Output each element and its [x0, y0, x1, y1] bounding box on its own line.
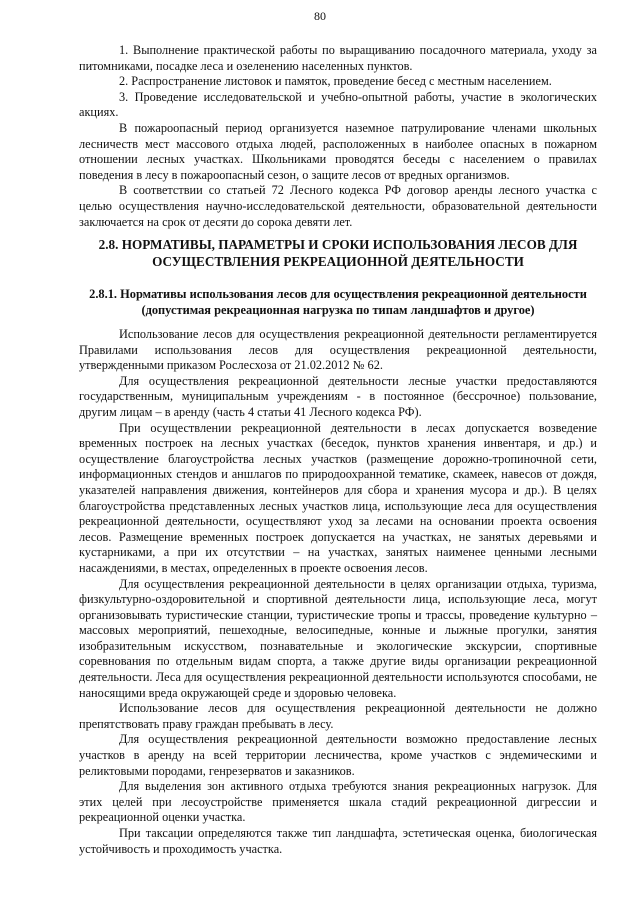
paragraph: При таксации определяются также тип ландшафта, эстетическая оценка, биологическая устойчивость и проходимость участка.: [79, 826, 597, 856]
paragraph: Для осуществления рекреационной деятельности лесные участки предоставляются государственным, муниципальным учреждениям - в постоянное (бессрочное) пользование, другим лицам – в аренду (часть 4 статьи 41 Лесного кодекса РФ).: [79, 373, 597, 419]
paragraph: Для выделения зон активного отдыха требуются знания рекреационных нагрузок. Для этих целей при лесоустройстве применяется шкала стадий рекреационной дигрессии и рекреационной оценки участка.: [79, 779, 597, 825]
paragraph: Для осуществления рекреационной деятельности возможно предоставление лесных участков в аренду на всей территории лесничества, кроме участков с эндемическими и реликтовыми породами, генрезерватов и заказников.: [79, 732, 597, 778]
paragraph: При осуществлении рекреационной деятельности в лесах допускается возведение временных построек на лесных участках (беседок, пунктов хранения инвентаря, и др.) и осуществление благоустройства лесных участков (размещение дорожно-тропиночной сети, информационных стендов и аншлагов по природоохранной тематике, скамеек, навесов от дождя, указателей направления движения, контейнеров для сбора и хранения мусора и др.). В целях благоустройства представленных лесных участков лица, использующие леса для осуществления рекреационной деятельности, осуществляют уход за лесами на основании проекта освоения лесов. Размещение временных построек допускается на участках, не занятых деревьями и кустарниками, а при их отсутствии – на участках, занятых наименее ценными лесными насаждениями, в местах, определенных в проекте освоения лесов.: [79, 420, 597, 575]
paragraph: 1. Выполнение практической работы по выращиванию посадочного материала, уходу за питомниками, посадке леса и озеленению населенных пунктов.: [79, 43, 597, 73]
intro-section: [79, 43, 597, 230]
paragraph: 3. Проведение исследовательской и учебно-опытной работы, участие в экологических акциях.: [79, 89, 597, 120]
page-number: 80: [314, 9, 326, 23]
body-section: [79, 327, 597, 857]
section-heading: 2.8. НОРМАТИВЫ, ПАРАМЕТРЫ И СРОКИ ИСПОЛЬЗОВАНИЯ ЛЕСОВ ДЛЯ ОСУЩЕСТВЛЕНИЯ РЕКРЕАЦИОННОЙ ДЕЯТЕЛЬНОСТИ: [98, 237, 578, 269]
paragraph: Для осуществления рекреационной деятельности в целях организации отдыха, туризма, физкультурно-оздоровительной и спортивной деятельности лица, использующие леса, могут организовывать туристические станции, туристические тропы и трассы, проведение культурно – массовых мероприятий, пешеходные, велосипедные, конные и лыжные прогулки, занятия изобразительным искусством, познавательные и экологические экскурсии, спортивные соревнования по отдельным видам спорта, а также другие виды организации рекреационной деятельности. Леса для осуществления рекреационной деятельности используются способами, не наносящими вреда окружающей среде и здоровью человека.: [79, 576, 597, 700]
paragraph: В пожароопасный период организуется наземное патрулирование членами школьных лесничеств мест массового отдыха людей, расположенных в наиболее опасных в пожарном отношении лесных участках. Школьниками проводятся беседы с населением о правилах поведения в лесу в пожароопасный сезон, о защите лесов от вредных организмов.: [79, 120, 597, 182]
paragraph: Использование лесов для осуществления рекреационной деятельности не должно препятствовать праву граждан пребывать в лесу.: [79, 701, 597, 731]
paragraph: Использование лесов для осуществления рекреационной деятельности регламентируется Правилами использования лесов для осуществления рекреационной деятельности, утвержденными приказом Рослесхоза от 21.02.2012 № 62.: [79, 327, 597, 373]
paragraph: 2. Распространение листовок и памяток, проведение бесед с местным населением.: [119, 74, 552, 89]
paragraph: В соответствии со статьей 72 Лесного кодекса РФ договор аренды лесного участка с целью осуществления научно-исследовательской деятельности, образовательной деятельности заключается на срок от десяти до сорока девяти лет.: [79, 183, 597, 229]
subsection-heading: 2.8.1. Нормативы использования лесов для осуществления рекреационной деятельности (допустимая рекреационная нагрузка по типам ландшафтов и другое): [89, 287, 587, 317]
